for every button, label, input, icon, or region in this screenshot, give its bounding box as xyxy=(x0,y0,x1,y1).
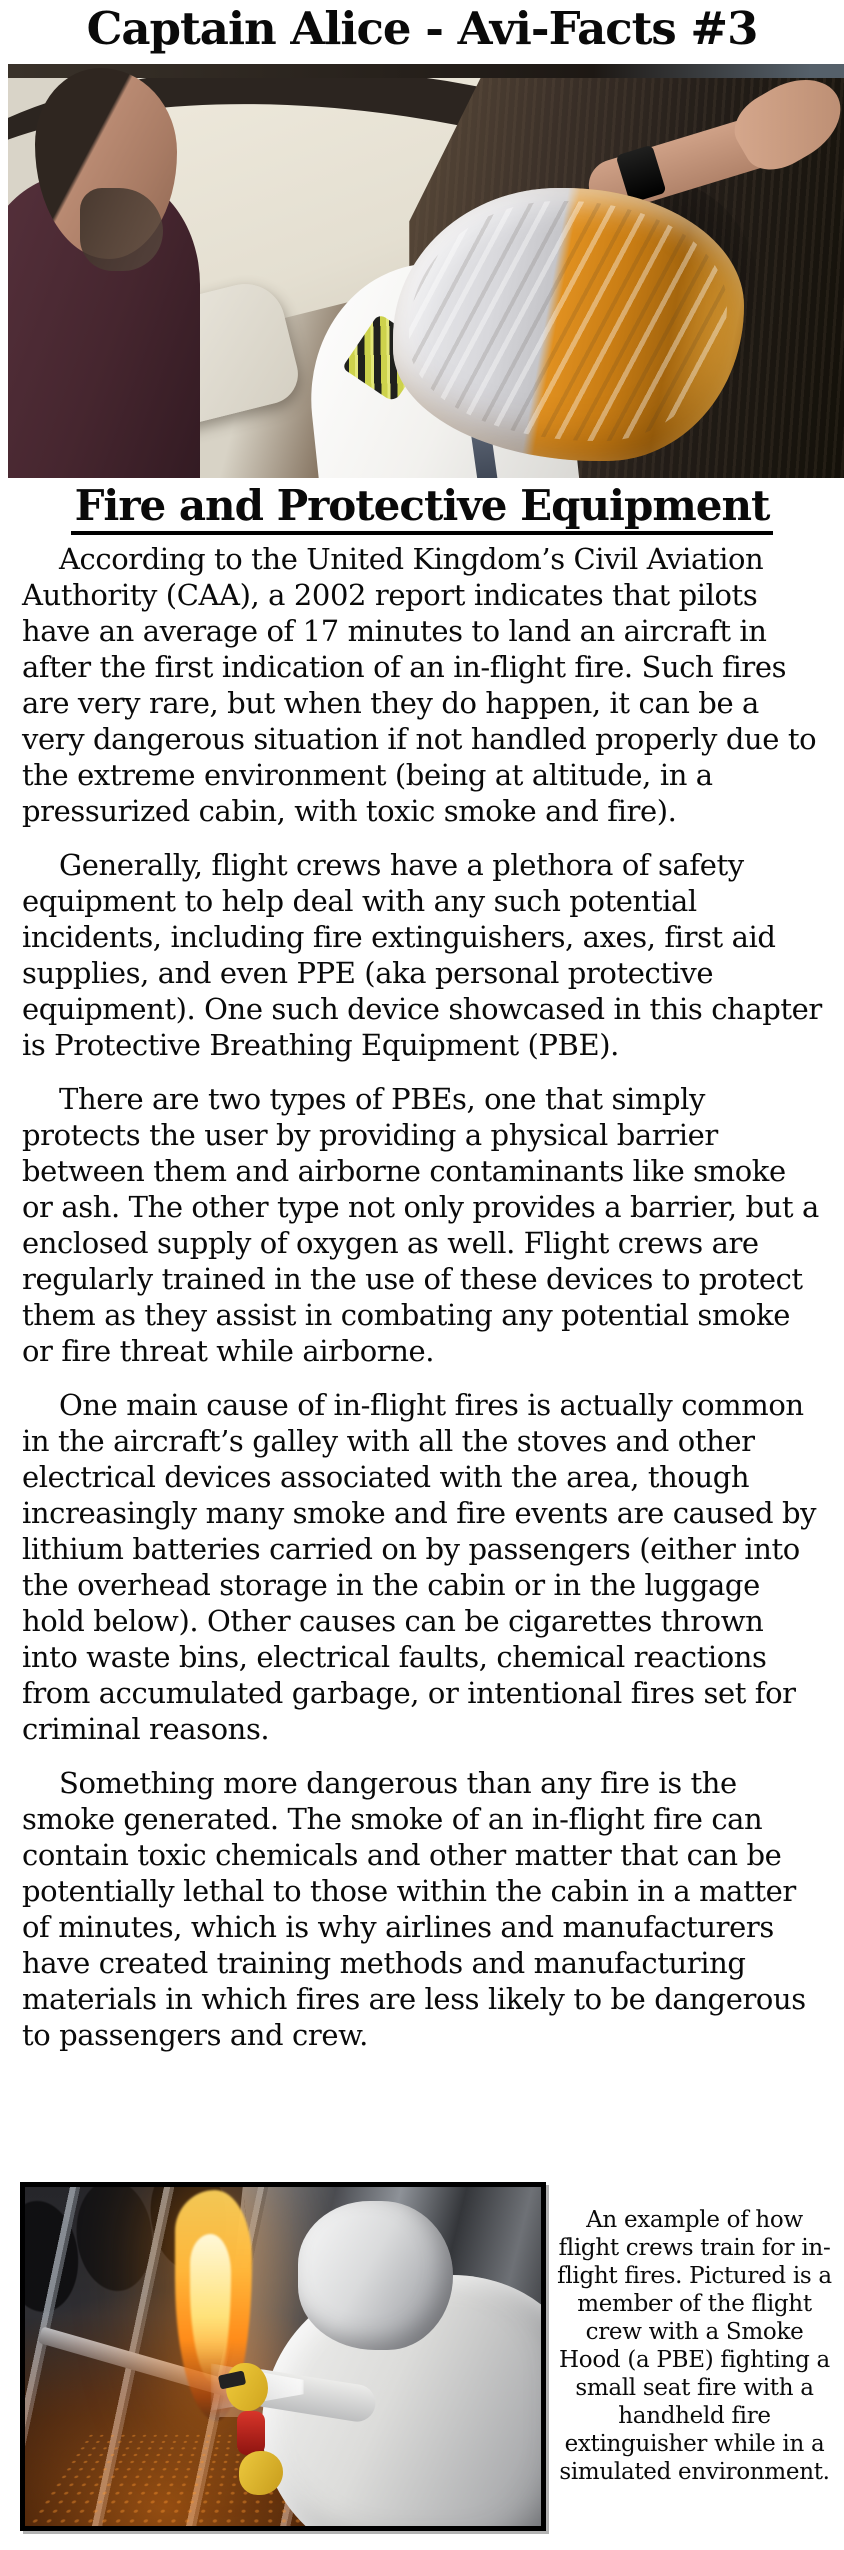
smoke-hood-foil-shine xyxy=(409,201,727,441)
paragraph-fire-causes: One main cause of in-flight fires is actually common in the aircraft’s galley with all the stoves and other electrical devices associated with the area, though increasingly many smoke and fire events are caused by lithium batteries carried on by passengers (either into the overhead storage in the cabin or in the luggage hold below). Other causes can be cigarettes thrown into waste bins, electrical faults, chemical reactions from accumulated garbage, or intentional fires set for criminal reasons. xyxy=(22,1388,817,1746)
section-heading: Fire and Protective Equipment xyxy=(71,481,774,535)
bottom-photo-caption: An example of how flight crews train for in-flight fires. Pictured is a member of the flight crew with a Smoke Hood (a PBE) fighting a small seat fire with a handheld fire extinguisher while in a simulated environment. xyxy=(557,2207,832,2485)
observer-beard xyxy=(80,188,164,271)
trainee-smoke-hood xyxy=(298,2201,453,2350)
bottom-photo-fire-training xyxy=(20,2182,546,2531)
article-body xyxy=(22,541,822,2071)
page-title: Captain Alice - Avi-Facts #3 xyxy=(86,2,758,55)
yellow-glove-front xyxy=(226,2363,267,2410)
paragraph-pbe-types: There are two types of PBEs, one that simply protects the user by providing a physical barrier between them and airborne contaminants like smoke or ash. The other type not only provides a barrier, but a enclosed supply of oxygen as well. Flight crews are regularly trained in the use of these devices to protect them as they assist in combating any potential smoke or fire threat while airborne. xyxy=(22,1082,819,1368)
red-fire-extinguisher xyxy=(237,2411,265,2455)
section-heading-wrap xyxy=(0,481,844,535)
paragraph-caa-report: According to the United Kingdom’s Civil Aviation Authority (CAA), a 2002 report indicates that pilots have an average of 17 minutes to land an aircraft in after the first indication of an in-flight fire. Such fires are very rare, but when they do happen, it can be a very dangerous situation if not handled properly due to the extreme environment (being at altitude, in a pressurized cabin, with toxic smoke and fire). xyxy=(22,542,817,828)
paragraph-smoke-danger: Something more dangerous than any fire is the smoke generated. The smoke of an in-flight fire can contain toxic chemicals and other matter that can be potentially lethal to those within the cabin in a matter of minutes, which is why airlines and manufacturers have created training methods and manufacturing materials in which fires are less likely to be dangerous to passengers and crew. xyxy=(22,1766,806,2052)
paragraph-safety-equipment: Generally, flight crews have a plethora of safety equipment to help deal with any such potential incidents, including fire extinguishers, axes, first aid supplies, and even PPE (aka personal protective equipment). One such device showcased in this chapter is Protective Breathing Equipment (PBE). xyxy=(22,848,822,1062)
top-photo-smoke-hood-demo xyxy=(8,64,844,478)
